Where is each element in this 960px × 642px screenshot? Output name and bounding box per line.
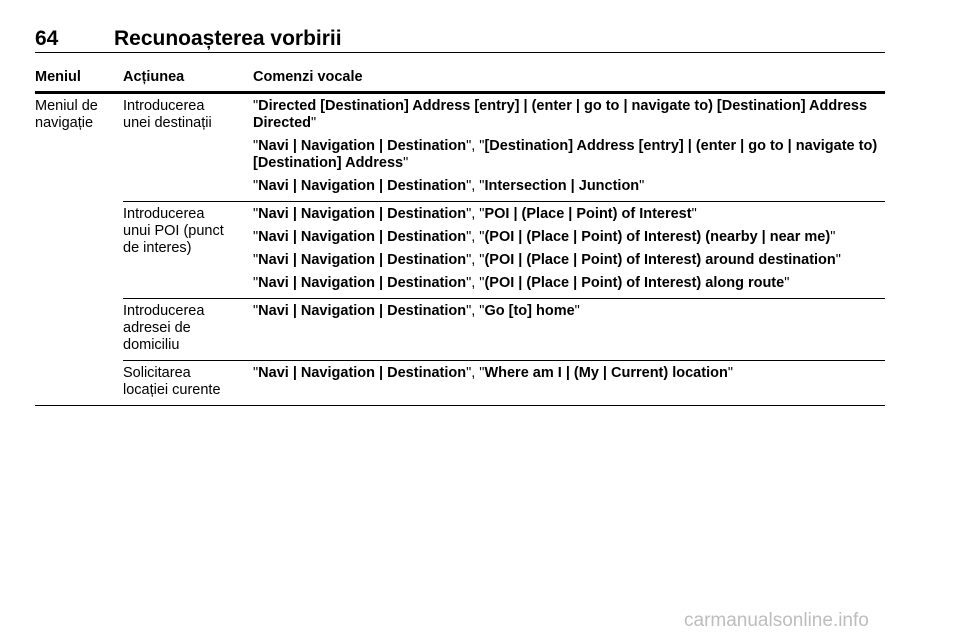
- command-text: Navi | Navigation | Destination: [258, 252, 467, 268]
- table-row: [123, 299, 885, 361]
- voice-command: [253, 138, 885, 172]
- watermark: carmanualsonline.info: [684, 610, 869, 631]
- voice-command: [253, 275, 885, 292]
- page-title: Recunoașterea vorbirii: [114, 27, 342, 50]
- table-row: [123, 361, 885, 405]
- voice-command: [253, 365, 885, 382]
- command-punctuation: ": [253, 178, 259, 194]
- voice-command: [253, 229, 885, 246]
- command-text: POI | (Place | Point) of Interest: [484, 206, 692, 222]
- command-punctuation: ": [253, 365, 259, 381]
- command-punctuation: ": [727, 365, 733, 381]
- table-header-row: [35, 67, 885, 94]
- action-cell: Introducerea adresei de domiciliu: [123, 303, 205, 353]
- command-text: (POI | (Place | Point) of Interest) around destination: [484, 252, 836, 268]
- voice-command: [253, 303, 885, 320]
- command-punctuation: ": [830, 229, 836, 245]
- command-text: Where am I | (My | Current) location: [484, 365, 728, 381]
- command-punctuation: ", ": [466, 303, 485, 319]
- voice-command: [253, 98, 885, 132]
- command-punctuation: ": [253, 229, 259, 245]
- command-punctuation: ", ": [466, 252, 485, 268]
- command-punctuation: ": [574, 303, 580, 319]
- command-punctuation: ": [784, 275, 790, 291]
- command-text: Navi | Navigation | Destination: [258, 206, 467, 222]
- column-header-action: Acțiunea: [123, 69, 185, 85]
- column-header-commands: Comenzi vocale: [253, 69, 363, 85]
- command-text: Navi | Navigation | Destination: [258, 178, 467, 194]
- command-punctuation: ", ": [466, 178, 485, 194]
- command-punctuation: ": [403, 155, 409, 171]
- command-text: (POI | (Place | Point) of Interest) along route: [484, 275, 785, 291]
- command-punctuation: ", ": [466, 206, 485, 222]
- column-header-menu: Meniul: [35, 69, 81, 85]
- command-punctuation: ": [253, 138, 259, 154]
- command-text: [Destination] Address [entry] | (enter | go to | navigate to) [Destination] Address: [253, 138, 878, 171]
- command-text: Navi | Navigation | Destination: [258, 138, 467, 154]
- commands-cell: [253, 202, 885, 298]
- menu-cell: Meniul de navigație: [35, 94, 123, 406]
- command-punctuation: ": [253, 252, 259, 268]
- command-punctuation: ": [253, 303, 259, 319]
- table-row: [123, 94, 885, 202]
- commands-cell: [253, 94, 885, 201]
- table-group-navigation: [35, 94, 885, 406]
- page-header: [35, 27, 885, 53]
- command-text: Navi | Navigation | Destination: [258, 275, 467, 291]
- command-text: Directed [Destination] Address [entry] | (enter | go to | navigate to) [Destination] Address Directed: [253, 98, 868, 131]
- command-text: Navi | Navigation | Destination: [258, 303, 467, 319]
- command-punctuation: ", ": [466, 365, 485, 381]
- command-punctuation: ": [311, 115, 317, 131]
- commands-cell: [253, 361, 885, 405]
- command-text: Go [to] home: [484, 303, 575, 319]
- command-text: Navi | Navigation | Destination: [258, 229, 467, 245]
- command-punctuation: ": [253, 98, 259, 114]
- command-text: Navi | Navigation | Destination: [258, 365, 467, 381]
- voice-command: [253, 206, 885, 223]
- command-text: (POI | (Place | Point) of Interest) (nearby | near me): [484, 229, 831, 245]
- group-rows: [123, 94, 885, 406]
- command-punctuation: ", ": [466, 138, 485, 154]
- commands-cell: [253, 299, 885, 360]
- command-punctuation: ": [253, 275, 259, 291]
- command-punctuation: ", ": [466, 275, 485, 291]
- command-punctuation: ": [835, 252, 841, 268]
- table-row: [123, 202, 885, 299]
- command-punctuation: ", ": [466, 229, 485, 245]
- action-cell: Introducerea unui POI (punct de interes): [123, 206, 224, 256]
- voice-command: [253, 178, 885, 195]
- command-punctuation: ": [639, 178, 645, 194]
- command-punctuation: ": [253, 206, 259, 222]
- page-number: 64: [35, 27, 59, 50]
- command-punctuation: ": [691, 206, 697, 222]
- voice-command: [253, 252, 885, 269]
- action-cell: Introducerea unei destinații: [123, 98, 212, 131]
- voice-commands-table: [35, 67, 885, 406]
- action-cell: Solicitarea locației curente: [123, 365, 221, 398]
- command-text: Intersection | Junction: [484, 178, 640, 194]
